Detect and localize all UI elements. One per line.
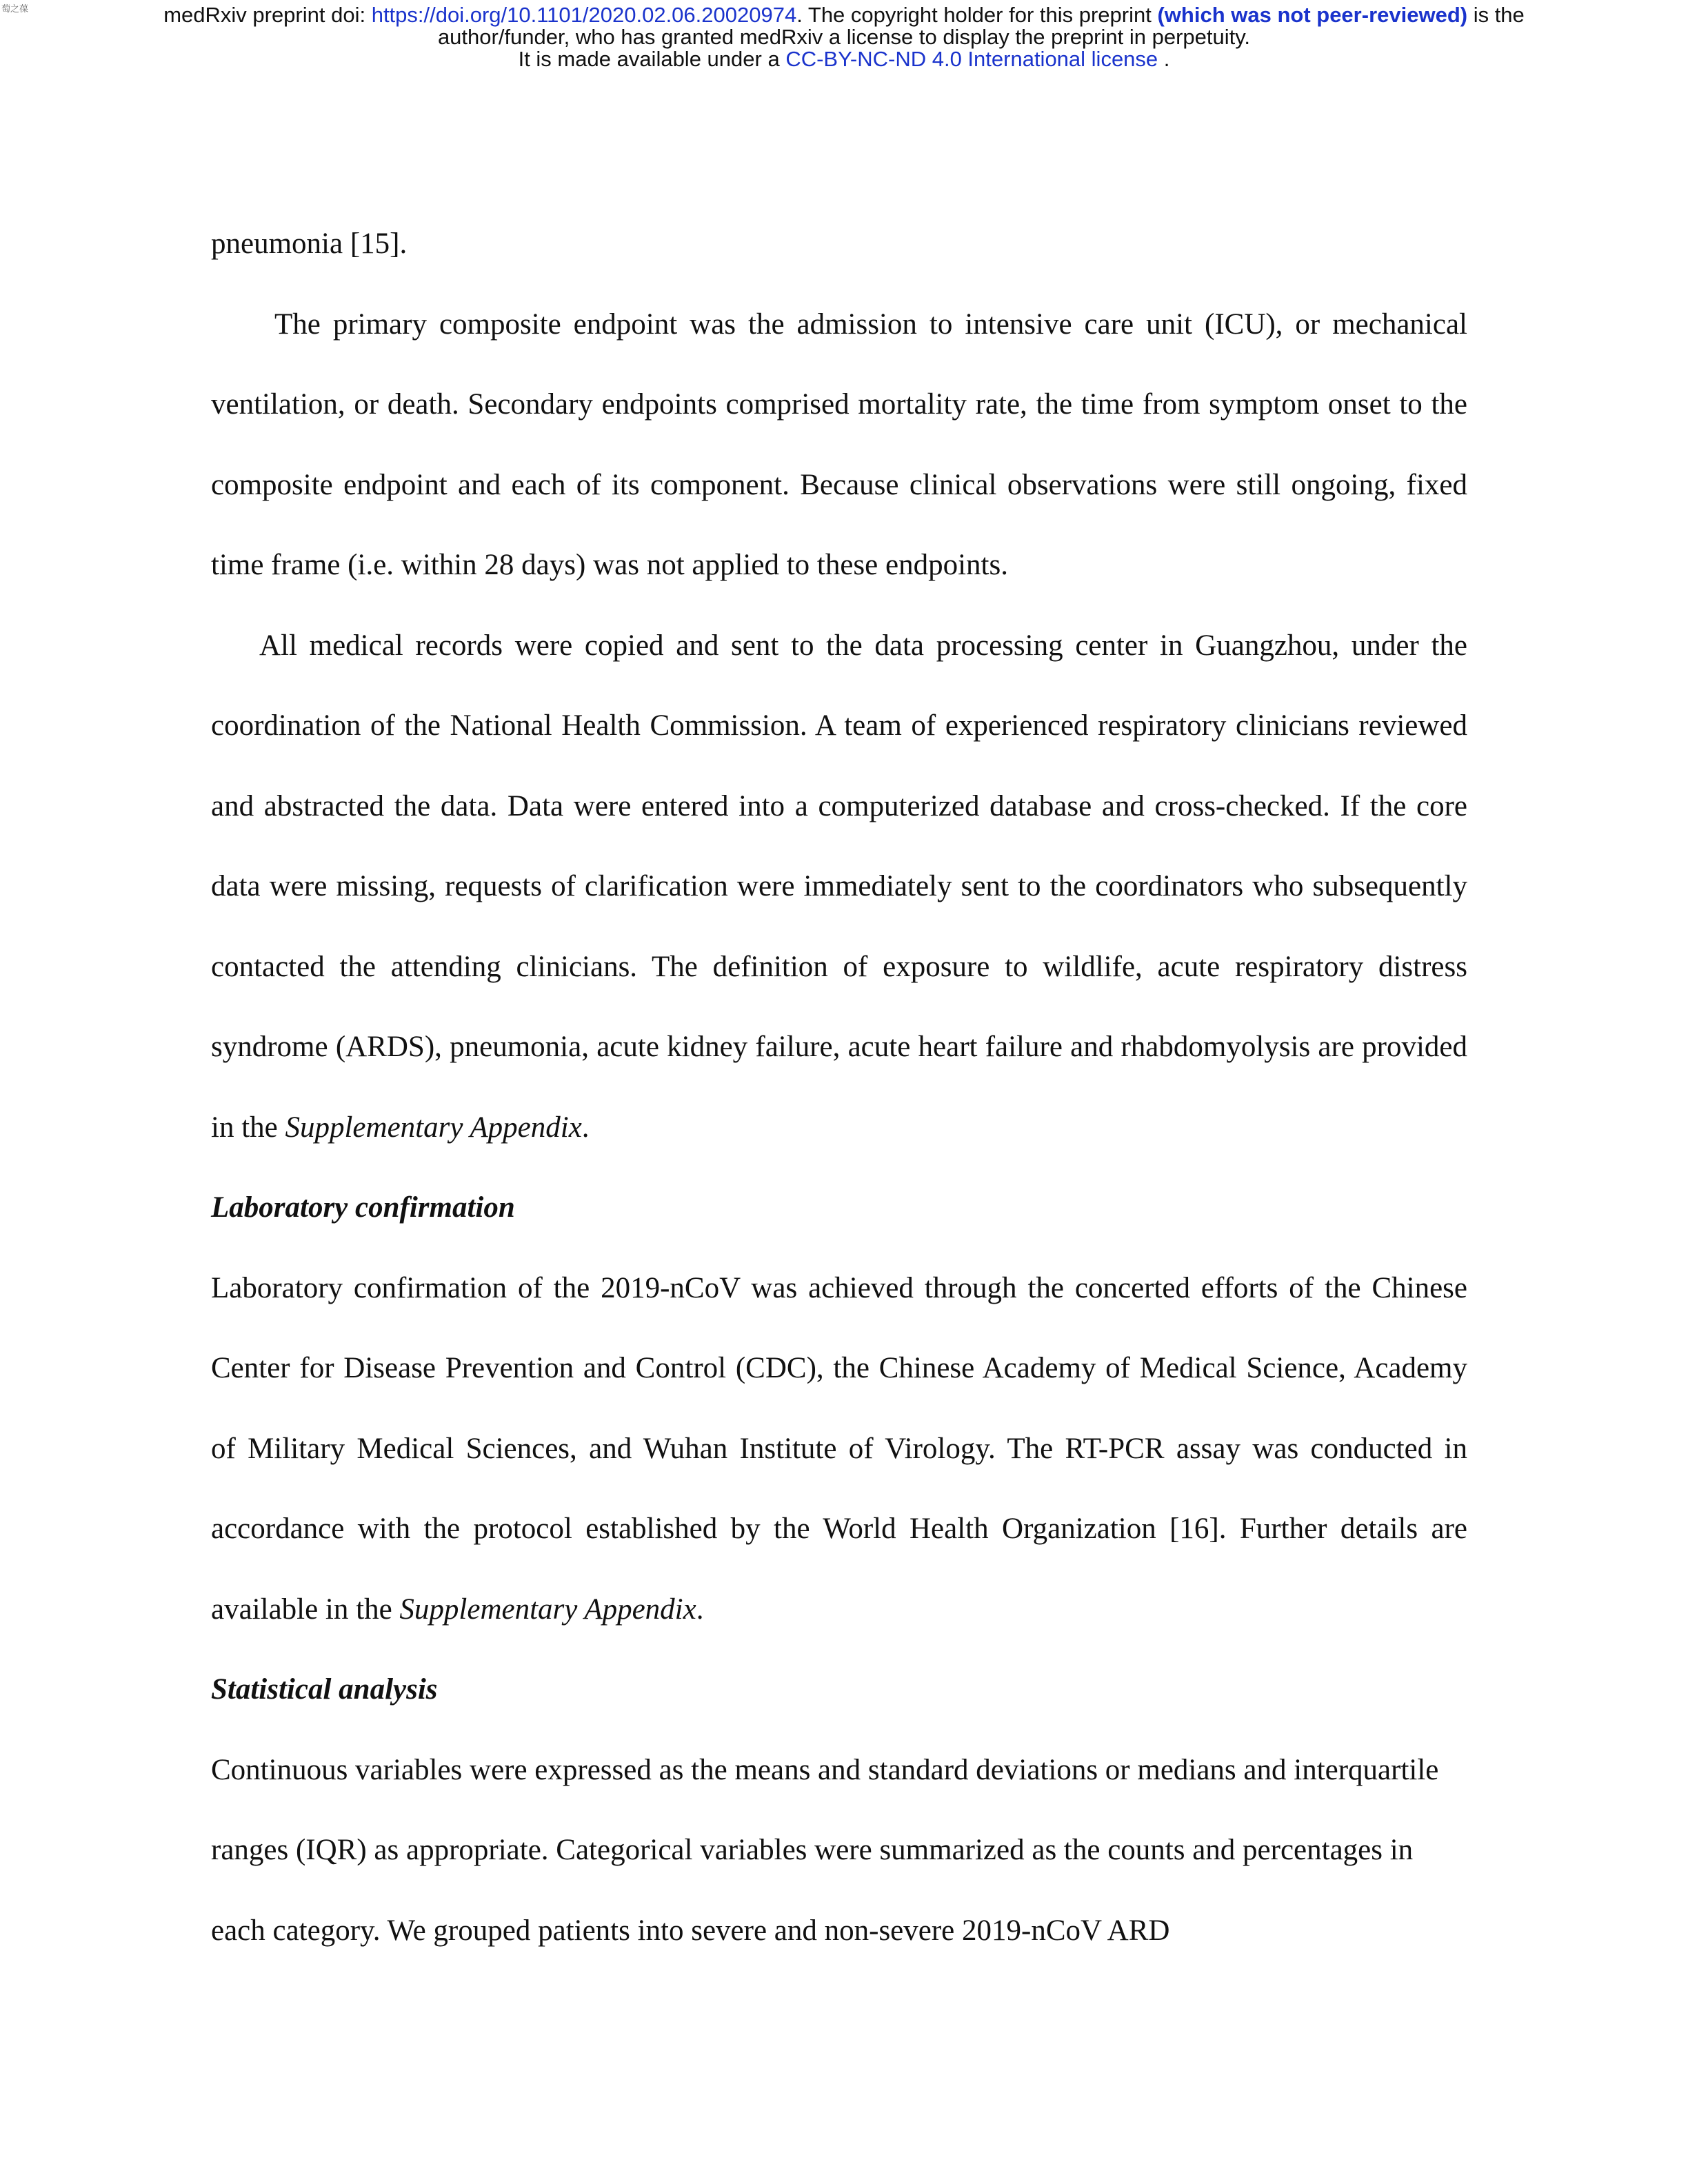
paragraph-medical-records	[211, 606, 1467, 1169]
banner-suffix: is the	[1467, 3, 1525, 27]
license-link[interactable]: CC-BY-NC-ND 4.0 International license	[785, 47, 1158, 71]
medical-records-text: All medical records were copied and sent to the data processing center in Guangzhou, under the coordination of the National Health Commission. A team of experienced respiratory clinicians reviewed and abstracted the data. Data were entered into a computerized database and cross-checked. If the core data were missing, requests of clarification were immediately sent to the coordinators who subsequently contacted the attending clinicians. The definition of exposure to wildlife, acute respiratory distress syndrome (ARDS), pneumonia, acute kidney failure, acute heart failure and rhabdomyolysis are provided in the	[211, 629, 1467, 1144]
banner-line-1	[0, 4, 1688, 26]
supplementary-appendix-ref: Supplementary Appendix	[285, 1111, 582, 1144]
supplementary-appendix-ref: Supplementary Appendix	[399, 1593, 696, 1626]
banner-copyright-text: . The copyright holder for this preprint	[796, 3, 1158, 27]
preprint-banner	[0, 4, 1688, 70]
paragraph-statistics: Continuous variables were expressed as the means and standard deviations or medians and interquartile ranges (IQR) as appropriate. Categorical variables were summarized as the counts and percentages in each category. We grouped patients into severe and non-severe 2019-nCoV ARD	[211, 1753, 1439, 1947]
corner-watermark: 萄之葆	[1, 4, 29, 14]
doi-link[interactable]: https://doi.org/10.1101/2020.02.06.20020974	[371, 3, 797, 27]
peer-review-note: (which was not peer-reviewed)	[1157, 3, 1468, 27]
paragraph-endpoints: The primary composite endpoint was the admission to intensive care unit (ICU), or mechanical ventilation, or death. Secondary endpoints comprised mortality rate, the time from symptom onset to the composite endpoint and each of its component. Because clinical observations were still ongoing, fixed time frame (i.e. within 28 days) was not applied to these endpoints.	[211, 307, 1467, 581]
heading-statistical-analysis: Statistical analysis	[211, 1673, 438, 1706]
banner-line-2: author/funder, who has granted medRxiv a license to display the preprint in perpetuity.	[437, 25, 1251, 49]
banner-prefix: medRxiv preprint doi:	[163, 3, 372, 27]
period: .	[581, 1111, 590, 1144]
article-body	[211, 204, 1467, 1971]
paragraph-continuation: pneumonia [15].	[211, 228, 408, 260]
license-suffix: .	[1158, 47, 1170, 71]
license-prefix: It is made available under a	[518, 47, 786, 71]
period: .	[696, 1593, 704, 1626]
laboratory-text: Laboratory confirmation of the 2019-nCoV was achieved through the concerted efforts of the Chinese Center for Disease Prevention and Control (CDC), the Chinese Academy of Medical Science, Academy of Military Medical Sciences, and Wuhan Institute of Virology. The RT-PCR assay was conducted in accordance with the protocol established by the World Health Organization [16]. Further details are available in the	[211, 1271, 1467, 1626]
paragraph-laboratory	[211, 1248, 1467, 1650]
banner-line-3	[0, 48, 1688, 70]
heading-laboratory-confirmation: Laboratory confirmation	[211, 1191, 515, 1224]
